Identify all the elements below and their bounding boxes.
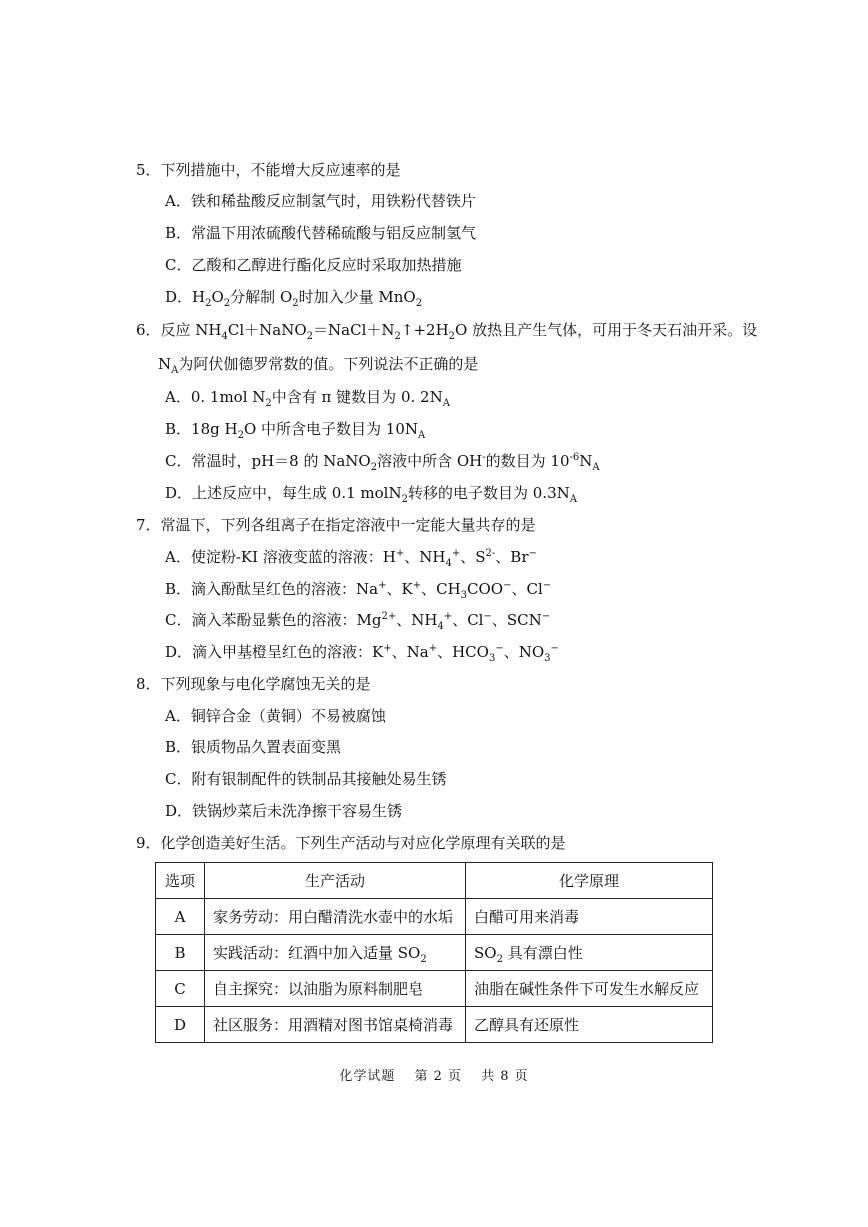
q6-option-b: B．18g $H_2O$ 中所含电子数目为 $10N_A$ [165,420,426,441]
table-row [156,1007,713,1043]
row-activity: 自主探究：以油脂为原料制肥皂 [205,971,466,1007]
q9-stem: 9．化学创造美好生活。下列生产活动与对应化学原理有关联的是 [136,834,566,852]
q5-option-b: B．常温下用浓硫酸代替稀硫酸与铝反应制氢气 [165,224,477,242]
row-principle: 白醋可用来消毒 [466,899,713,935]
q8-stem: 8．下列现象与电化学腐蚀无关的是 [136,675,371,693]
row-principle: 乙醇具有还原性 [466,1007,713,1043]
q7-stem: 7．常温下，下列各组离子在指定溶液中一定能大量共存的是 [136,516,536,534]
q5-option-a: A．铁和稀盐酸反应制氢气时，用铁粉代替铁片 [165,192,476,210]
q5-option-c: C．乙酸和乙醇进行酯化反应时采取加热措施 [165,256,462,274]
row-option: A [156,899,205,935]
q8-option-c: C．附有银制配件的铁制品其接触处易生锈 [165,770,447,788]
q6-option-d: D．上述反应中，每生成 0.1 molN$_2$转移的电子数目为 $0.3N_A$ [165,484,577,505]
page-footer: 化学试题 第 2 页 共 8 页 [339,1069,529,1084]
row-principle: $SO_2$ 具有漂白性 [466,935,713,971]
row-option: D [156,1007,205,1043]
q8-option-a: A．铜锌合金（黄铜）不易被腐蚀 [165,707,386,725]
q8-option-b: B．银质物品久置表面变黑 [165,738,342,756]
row-activity: 社区服务：用酒精对图书馆桌椅消毒 [205,1007,466,1043]
row-option: B [156,935,205,971]
header-principle: 化学原理 [466,863,713,899]
row-principle: 油脂在碱性条件下可发生水解反应 [466,971,713,1007]
q5-stem: 5．下列措施中，不能增大反应速率的是 [136,161,401,179]
table-header-row [156,863,713,899]
table-row [156,935,713,971]
header-option: 选项 [156,863,205,899]
q7-option-b: B．滴入酚酞呈红色的溶液：Na+、K+、$CH_3COO^-$、Cl− [165,580,552,601]
q7-option-c: C．滴入苯酚显紫色的溶液：$Mg^{2+}$、$NH_4^+$、Cl−、SCN− [165,611,551,632]
q7-option-a: A．使淀粉-KI 溶液变蓝的溶液：H+、$NH_4^+$、$S^{2-}$、Br− [165,548,537,569]
q8-option-d: D．铁锅炒菜后未洗净擦干容易生锈 [165,802,403,820]
q7-option-d: D．滴入甲基橙呈红色的溶液：K+、Na+、$HCO_3^-$、$NO_3^-$ [165,643,559,664]
q6-stem-line1: 6．反应 $NH_4Cl+NaNO_2=NaCl+N_2↑+2H_2O$ 放热且产生气体，可用于冬天石油开采。设 [136,321,758,342]
q6-option-a: A．0. 1mol $N_2$中含有 π 键数目为 0. $2N_A$ [165,388,450,409]
table-row [156,899,713,935]
table-row [156,971,713,1007]
q6-option-c: C．常温时，pH＝8 的 NaNO$_2$溶液中所含 OH-的数目为 $10^{-6}N_A$ [165,452,600,473]
q5-option-d: D．$H_2O_2$分解制 $O_2$时加入少量 MnO$_2$ [165,288,423,309]
q6-stem-line2: $N_A$为阿伏伽德罗常数的值。下列说法不正确的是 [158,355,479,376]
row-activity: 实践活动：红酒中加入适量 $SO_2$ [205,935,466,971]
row-option: C [156,971,205,1007]
row-activity: 家务劳动：用白醋清洗水壶中的水垢 [205,899,466,935]
header-activity: 生产活动 [205,863,466,899]
q9-table [155,862,713,1043]
